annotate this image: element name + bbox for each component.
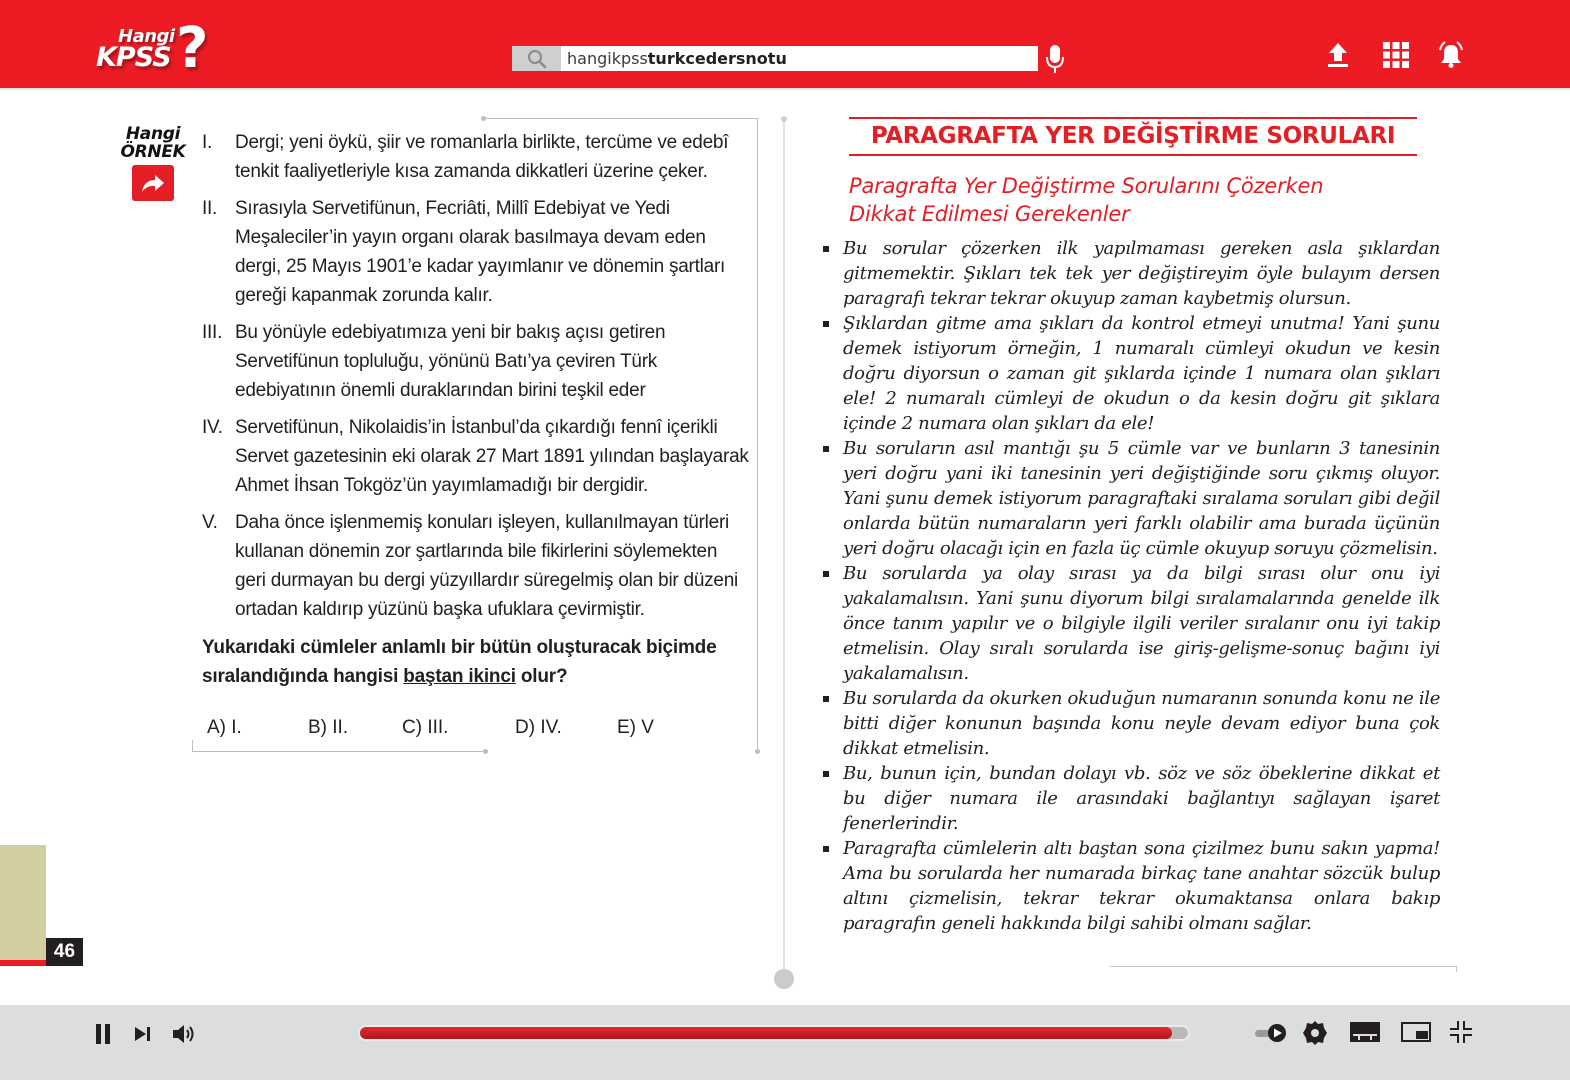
sentence-text: Sırasıyla Servetifünun, Fecriâti, Millî Edebiyat ve Yedi Meşaleciler’in yayın organı olarak basılmaya devam eden dergi, 25 Mayıs 1901’e kadar yayımlanır ve dönemin şartları gereği kapanmak zorunda kalır. bbox=[235, 198, 726, 306]
tips-list bbox=[820, 236, 1440, 936]
tip-item: Bu sorularda da okurken okuduğun numaranın sonunda konu ne ile bitti diğer konunun başında konu neyle devam ediyor buna çok dikkat etmelisin. bbox=[820, 686, 1440, 761]
exit-fullscreen-icon bbox=[1450, 1021, 1472, 1043]
settings-gear-icon bbox=[1303, 1021, 1327, 1045]
sentence-text: Servetifünun, Nikolaidis’in İstanbul’da çıkardığı fennî içerikli Servet gazetesinin eki olarak 27 Mart 1891 yılından başlayarak Ahmet İhsan Tokgöz’ün yayımlamadığı bir dergidir. bbox=[235, 417, 749, 496]
volume-icon bbox=[173, 1024, 197, 1044]
hangi-kpss-logo[interactable] bbox=[96, 16, 220, 81]
notifications-button[interactable] bbox=[1436, 40, 1466, 70]
search-box[interactable] bbox=[512, 46, 1038, 71]
settings-button[interactable] bbox=[1302, 1020, 1328, 1046]
miniplayer-icon bbox=[1401, 1022, 1431, 1042]
sentence-number: II. bbox=[202, 198, 218, 219]
badge-line1: Hangi bbox=[125, 124, 181, 144]
pause-icon bbox=[96, 1024, 110, 1044]
top-bar bbox=[0, 0, 1570, 88]
question-underlined: baştan ikinci bbox=[403, 666, 516, 687]
logo-line2: KPSS bbox=[96, 42, 171, 73]
title-rule-top bbox=[849, 117, 1417, 119]
frame-dot bbox=[483, 749, 488, 754]
search-query-prefix: hangikpss bbox=[567, 49, 648, 68]
apps-button[interactable] bbox=[1381, 40, 1411, 70]
divider-handle[interactable] bbox=[774, 969, 794, 989]
sentence-text: Bu yönüyle edebiyatımıza yeni bir bakış açısı getiren Servetifünun topluluğu, yönünü Batı’ya çeviren Türk edebiyatının önemli duraklarından birini teşkil eder bbox=[235, 322, 666, 401]
sentence-number: V. bbox=[202, 512, 218, 533]
tip-item: Bu sorular çözerken ilk yapılmaması gereken asla şıklardan gitmemektir. Şıkları tek tek yer değiştireyim öyle bulayım dersen paragrafı tekrar tekrar okuyup zaman kaybetmiş olursun. bbox=[820, 236, 1440, 311]
sentence-item bbox=[202, 508, 750, 624]
sentence-item bbox=[202, 128, 750, 186]
theater-mode-button[interactable] bbox=[1349, 1021, 1381, 1043]
frame-dot bbox=[755, 749, 760, 754]
frame-dot bbox=[481, 116, 486, 121]
sentence-number: IV. bbox=[202, 417, 223, 438]
title-rule-bottom bbox=[849, 154, 1417, 156]
share-arrow-icon bbox=[140, 172, 166, 194]
exit-fullscreen-button[interactable] bbox=[1449, 1021, 1473, 1043]
sentence-number: III. bbox=[202, 322, 223, 343]
question-text-before: Yukarıdaki cümleler anlamlı bir bütün oluşturacak biçimde sıralandığında hangisi bbox=[202, 637, 717, 687]
sentence-item bbox=[202, 318, 750, 405]
sentence-number: I. bbox=[202, 132, 213, 153]
logo-question-mark: ? bbox=[176, 16, 209, 81]
progress-bar[interactable] bbox=[358, 1025, 1190, 1041]
subtitle-line1: Paragrafta Yer Değiştirme Sorularını Çözerken bbox=[849, 174, 1324, 198]
question-prompt bbox=[202, 633, 752, 691]
badge-line2: ÖRNEK bbox=[120, 142, 186, 162]
divider-dot bbox=[781, 116, 787, 122]
question-frame-left bbox=[192, 740, 193, 752]
tips-frame-bottom bbox=[1110, 966, 1457, 967]
sentence-list bbox=[202, 128, 750, 632]
question-frame-top bbox=[484, 118, 758, 119]
page-divider bbox=[783, 118, 785, 973]
sentence-item bbox=[202, 413, 750, 500]
option-b[interactable]: B) II. bbox=[308, 717, 349, 738]
microphone-icon bbox=[1044, 44, 1066, 74]
miniplayer-button[interactable] bbox=[1400, 1021, 1432, 1043]
video-player-controls bbox=[0, 1005, 1570, 1080]
option-e[interactable]: E) V bbox=[617, 717, 654, 738]
search-icon bbox=[527, 49, 547, 69]
tip-item: Bu, bunun için, bundan dolayı vb. söz ve söz öbeklerine dikkat et bu diğer numara ile arasındaki bağlantıyı sağlayan işaret fenerlerindir. bbox=[820, 761, 1440, 836]
autoplay-toggle-icon bbox=[1254, 1022, 1288, 1044]
question-text-after: olur? bbox=[515, 666, 568, 687]
section-title: PARAGRAFTA YER DEĞİŞTİRME SORULARI bbox=[870, 123, 1396, 149]
next-button[interactable] bbox=[132, 1024, 152, 1044]
subtitle-line2: Dikkat Edilmesi Gerekenler bbox=[849, 202, 1130, 226]
tips-frame-tick bbox=[1456, 966, 1457, 972]
next-icon bbox=[135, 1027, 150, 1041]
sentence-text: Dergi; yeni öykü, şiir ve romanlarla birlikte, tercüme ve edebî tenkit faaliyetleriyle kısa zamanda dikkatleri üzerine çeker. bbox=[235, 132, 729, 182]
tip-item: Bu sorularda ya olay sırası ya da bilgi sırası olur onu iyi yakalamalısın. Yani şunu diyorum bilgi sıralamalarında genelde ilk önce tanım yapılır ve o bilgiyle ilgili veriler sıralanır onu iyi takip etmelisin. Olay sıralı sorularda ise giriş-gelişme-sonuç bağını iyi yakalamalısın. bbox=[820, 561, 1440, 686]
sentence-text: Daha önce işlenmemiş konuları işleyen, kullanılmayan türleri kullanan dönemin zor şartlarında bile fikirlerini söylemekten geri durmayan bu dergi yüzyıllardır süregelmiş olan bir düzeni ortadan kaldırıp yüzünü başka ufuklara çevirmiştir. bbox=[235, 512, 739, 620]
upload-button[interactable] bbox=[1323, 40, 1353, 70]
notification-bell-icon bbox=[1436, 40, 1466, 70]
tip-item: Şıklardan gitme ama şıkları da kontrol etmeyi unutma! Yani şunu demek istiyorum örneğin, 1 numaralı cümleyi okudun ve kesin doğru diyorsun o zaman git şıklarda içinde 1 numara olan şıkları ele! 2 numaralı cümleyi de okudun o da kesin doğru git şıklara içinde 2 numara olan şıkları da ele! bbox=[820, 311, 1440, 436]
volume-button[interactable] bbox=[172, 1022, 198, 1046]
option-a[interactable]: A) I. bbox=[207, 717, 242, 738]
page-number: 46 bbox=[46, 938, 83, 966]
search-input[interactable] bbox=[561, 46, 1038, 71]
option-c[interactable]: C) III. bbox=[402, 717, 449, 738]
upload-icon bbox=[1326, 41, 1350, 69]
sentence-item bbox=[202, 194, 750, 310]
pause-button[interactable] bbox=[93, 1022, 113, 1046]
tip-item: Paragrafta cümlelerin altı baştan sona çizilmez bunu sakın yapma! Ama bu sorularda her numarada birkaç tane anahtar sözcük bulup altını çizmelisin, tekrar tekrar okumaktansa onlara bakıp paragrafın geneli hakkında bilgi sahibi olmanı sağlar. bbox=[820, 836, 1440, 936]
progress-fill bbox=[360, 1027, 1172, 1039]
question-frame-bottom bbox=[192, 751, 486, 752]
apps-grid-icon bbox=[1383, 42, 1409, 68]
theater-mode-icon bbox=[1350, 1022, 1380, 1042]
hangi-ornek-badge bbox=[118, 125, 188, 201]
search-button[interactable] bbox=[512, 46, 561, 71]
option-d[interactable]: D) IV. bbox=[515, 717, 562, 738]
logo-line1: Hangi bbox=[118, 26, 175, 47]
question-frame-right bbox=[757, 118, 758, 751]
autoplay-toggle[interactable] bbox=[1254, 1021, 1288, 1045]
search-query-bold: turkcedersnotu bbox=[647, 49, 787, 68]
voice-search-button[interactable] bbox=[1044, 44, 1066, 74]
share-button[interactable] bbox=[132, 165, 174, 201]
section-subtitle bbox=[849, 172, 1409, 228]
tip-item: Bu soruların asıl mantığı şu 5 cümle var ve bunların 3 tanesinin yeri doğru yani iki tanesinin yeri değiştiğinde soru çıkmış oluyor. Yani şunu demek istiyorum paragraftaki sıralama soruları gibi değil onlarda bütün numaraların yeri farklı olabilir ama burada üçünün yeri doğru olacağı için en fazla üç cümle okuyup soruyu çözmelisin. bbox=[820, 436, 1440, 561]
page-side-red-strip bbox=[0, 960, 46, 966]
header-shadow bbox=[0, 88, 1570, 91]
page-side-tab bbox=[0, 845, 46, 960]
